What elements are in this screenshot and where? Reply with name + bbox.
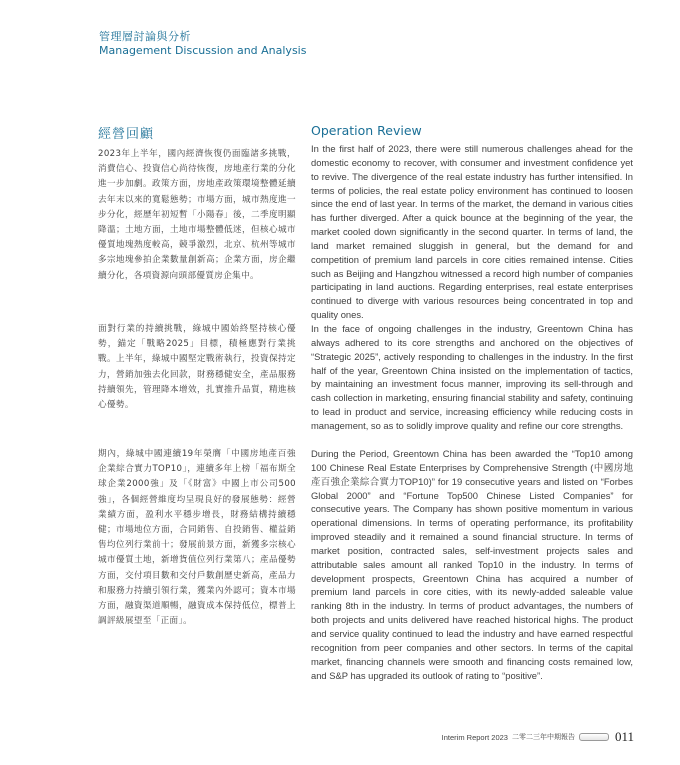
en-block-2 <box>311 322 633 433</box>
section-title-zh: 經營回顧 <box>98 127 155 142</box>
paragraph-en-3: During the Period, Greentown China has been awarded the “Top10 among 100 Chinese Real Estate Enterprises by Comprehensive Strength (中國房地產百強企業綜合實力TOP10)” for 19 consecutive years and listed on “Forbes Global 2000” and “Fortune Top500 Chinese Listed Companies” for consecutive years. The Company has shown positive momentum in various operational dimensions. In terms of operating performance, its profitability improved steadily and it remained a sound financial structure. In terms of market position, contracted sales, self-investment projects sales and attributable sales amount all ranked Top10 in the industry. In terms of development prospects, Greentown China has acquired a number of premium land parcels in core cities, with its newly-added saleable value ranking 8th in the industry. In terms of product advantages, the numbers of both projects and units delivered have reached historical highs. The product and service quality continued to lead the industry and have earned respectful recognition from peer companies and other sectors. In terms of the capital market, financing channels were smooth and financing costs remained low, and S&P has upgraded its outlook of rating to “positive”. <box>311 448 633 681</box>
paragraph-zh-2: 面對行業的持續挑戰，綠城中國始終堅持核心優勢，錨定「戰略2025」目標，積極應對行業挑戰。上半年，綠城中國堅定戰術執行，投資保持定力，營銷加強去化回款，財務穩健安全，產品服務持續領先，管理降本增效，扎實推升品質，精進核心優勢。 <box>98 324 296 411</box>
en-block-3 <box>311 447 633 682</box>
paragraph-zh-1: 2023年上半年，國內經濟恢復仍面臨諸多挑戰，消費信心、投資信心尚待恢復，房地產行業的分化進一步加劇。政策方面，房地產政策環境整體延續去年末以來的寬鬆態勢；市場方面，城市熱度進一步分化，經歷年初短暫「小陽春」後，二季度明顯降溫；土地方面，土地市場整體低迷，但核心城市優質地塊熱度較高，競爭激烈，北京、杭州等城市多宗地塊參拍企業數量創新高；企業方面，房企繼續分化，各項資源向頭部優質房企集中。 <box>98 149 296 281</box>
zh-block-3 <box>98 447 296 629</box>
footer-report-en: Interim Report 2023 <box>441 732 508 742</box>
header-title-en: Management Discussion and Analysis <box>99 44 307 57</box>
page-footer <box>440 728 634 746</box>
en-block-1 <box>311 123 633 322</box>
paragraph-en-2: In the face of ongoing challenges in the industry, Greentown China has always adhered to its core strengths and anchored on the objectives of “Strategic 2025”, actively responding to challenges in the industry. In the first half of the year, Greentown China insisted on the implementation of tactics, by maintaining an investment focus manner, improving its sell-through and cash collection in marketing, ensuring financial stability and safety, continuing to lead in product and service, increasing efficiency while reducing costs in management, so as to solidly improve quality and refine our core strengths. <box>311 323 633 431</box>
paragraph-zh-3: 期內，綠城中國連續19年榮膺「中國房地產百強企業綜合實力TOP10」，連續多年上榜「福布斯全球企業2000強」及「《財富》中國上市公司500強」，各個經營維度均呈現良好的發展態勢：經營業績方面，盈利水平穩步增長，財務結構持續穩健；市場地位方面，合同銷售、自投銷售、權益銷售均位列行業前十；發展前景方面，新獲多宗核心城市優質土地，新增貨值位列行業第八；產品優勢方面，交付項目數和交付戶數創歷史新高，產品力和服務力持續引領行業，獲業內外認可；資本市場方面，融資渠道順暢，融資成本保持低位，標普上調評級展望至「正面」。 <box>98 449 296 627</box>
page-header <box>99 30 306 58</box>
page-number: 011 <box>614 729 634 744</box>
header-title-zh: 管理層討論與分析 <box>99 30 191 43</box>
footer-decorative-bar <box>579 733 609 741</box>
zh-block-1 <box>98 123 296 284</box>
zh-block-2 <box>98 322 296 413</box>
section-title-en: Operation Review <box>311 123 422 138</box>
paragraph-en-1: In the first half of 2023, there were still numerous challenges ahead for the domestic economy to recover, with consumer and investment confidence yet to revive. The divergence of the real estate industry has further intensified. In terms of policies, the real estate policy environment has continued to loosen since the end of last year. In terms of the market, the demand in various cities has further diverged. After a quick bounce at the beginning of the year, the market cooled down significantly in the second quarter. In terms of land, the land market remained sluggish in general, but the demand for and competition of premium land parcels in core cities remained intense. Cities such as Beijing and Hangzhou witnessed a record high number of companies participating in land auctions. Regarding enterprises, real estate enterprises continued to diverge with various resources being concentrated in top and quality ones. <box>311 143 633 321</box>
footer-report-zh: 二零二三年中期報告 <box>511 733 575 741</box>
